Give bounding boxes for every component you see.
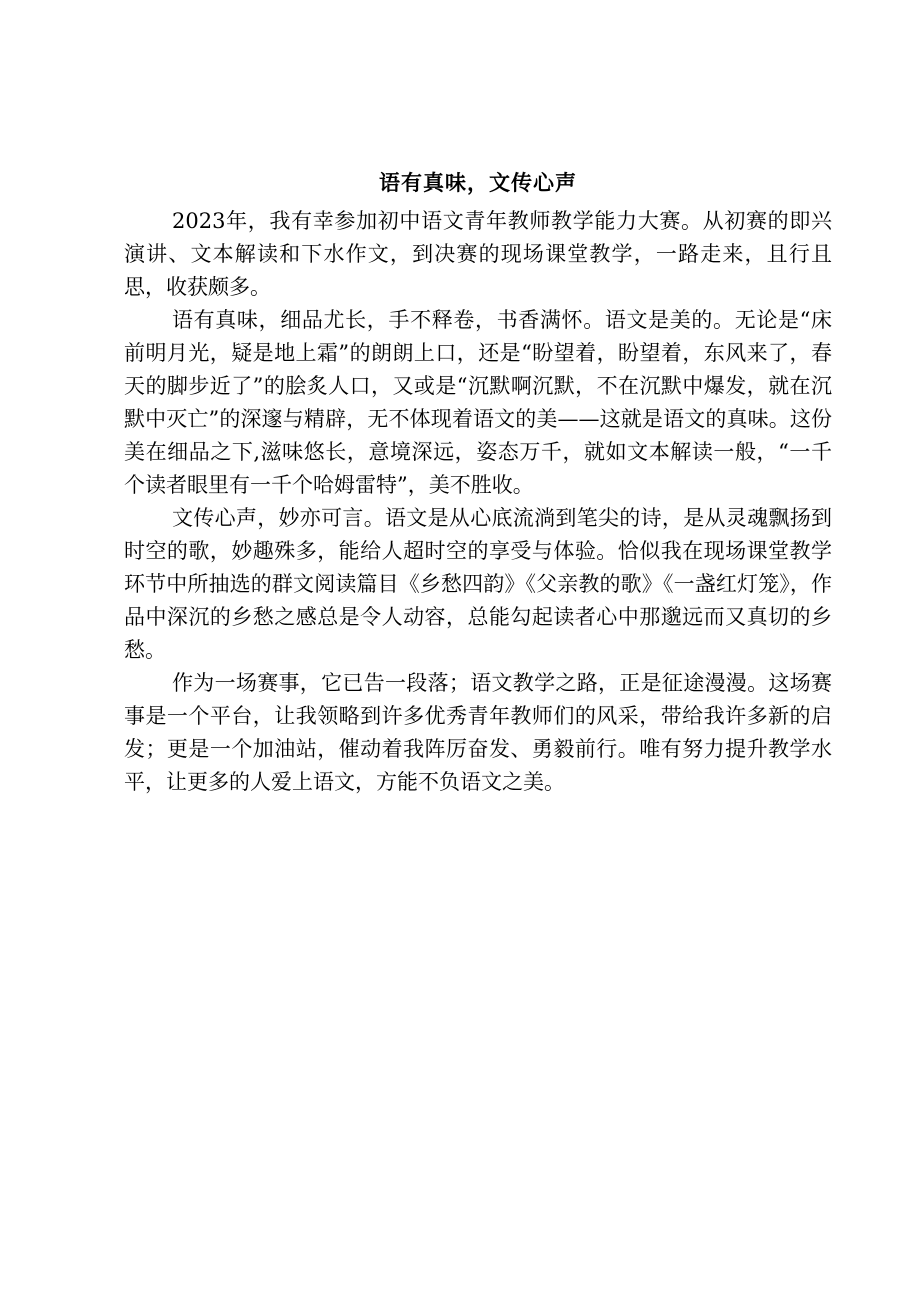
paragraph-true-flavor: 语有真味，细品尤长，手不释卷，书香满怀。语文是美的。无论是“床前明月光，疑是地上霜”的朗朗上口，还是“盼望着，盼望着，东风来了，春天的脚步近了”的脍炙人口，又或是“沉默啊沉默，不在沉默中爆发，就在沉默中灭亡”的深邃与精辟，无不体现着语文的美——这就是语文的真味。这份美在细品之下,滋味悠长，意境深远，姿态万千，就如文本解读一般，“一千个读者眼里有一千个哈姆雷特”，美不胜收。 <box>124 308 832 497</box>
paragraph-intro: 2023年，我有幸参加初中语文青年教师教学能力大赛。从初赛的即兴演讲、文本解读和下水作文，到决赛的现场课堂教学，一路走来，且行且思，收获颇多。 <box>124 209 832 299</box>
paragraph-conclusion: 作为一场赛事，它已告一段落；语文教学之路，正是征途漫漫。这场赛事是一个平台，让我领略到许多优秀青年教师们的风采，带给我许多新的启发；更是一个加油站，催动着我阵厉奋发、勇毅前行。唯有努力提升教学水平，让更多的人爱上语文，方能不负语文之美。 <box>124 671 832 794</box>
paragraph-heart-voice: 文传心声，妙亦可言。语文是从心底流淌到笔尖的诗，是从灵魂飘扬到时空的歌，妙趣殊多，能给人超时空的享受与体验。恰似我在现场课堂教学环节中所抽选的群文阅读篇目《乡愁四韵》《父亲教的歌》《一盏红灯笼》，作品中深沉的乡愁之感总是令人动容，总能勾起读者心中那邈远而又真切的乡愁。 <box>124 506 832 662</box>
document-title: 语有真味，文传心声 <box>379 171 577 195</box>
document-body <box>124 165 832 799</box>
